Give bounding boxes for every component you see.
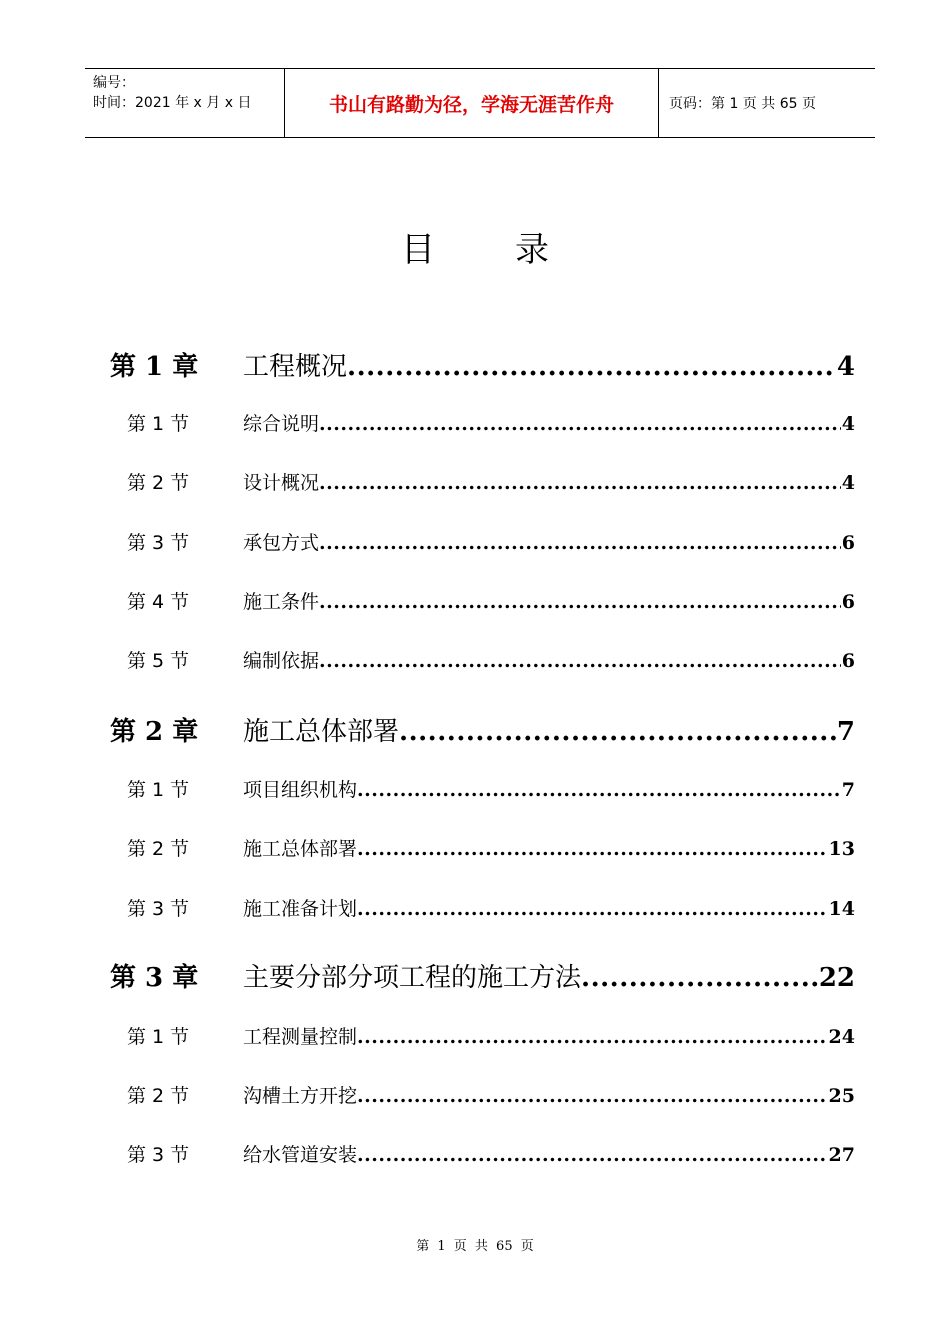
toc-section[interactable] — [0, 1081, 950, 1111]
toc-number: 第 4 节 — [127, 591, 190, 613]
toc-label: 沟槽土方开挖 — [243, 1085, 358, 1107]
page-footer: 第 1 页 共 65 页 — [416, 1239, 534, 1254]
toc-section[interactable] — [0, 834, 950, 864]
toc-number: 第 3 节 — [127, 1144, 190, 1166]
toc-section[interactable] — [0, 646, 950, 676]
toc-label: 工程测量控制 — [243, 1026, 358, 1048]
toc-label: 给水管道安装 — [243, 1144, 358, 1166]
header-page-number: 页码：第 1 页 共 65 页 — [669, 96, 816, 112]
toc-section[interactable] — [0, 1140, 950, 1170]
leader-dots — [357, 779, 841, 801]
document-number: 编号： — [93, 75, 135, 91]
toc-section[interactable] — [0, 775, 950, 805]
toc-page: 4 — [841, 472, 855, 494]
toc-section[interactable] — [0, 894, 950, 924]
toc-label: 主要分部分项工程的施工方法 — [243, 963, 582, 993]
toc-chapter[interactable] — [0, 711, 950, 751]
toc-section[interactable] — [0, 587, 950, 617]
toc-page: 4 — [841, 413, 855, 435]
toc-page: 25 — [828, 1085, 855, 1107]
leader-dots — [581, 963, 818, 993]
toc-page: 7 — [836, 717, 855, 747]
toc-chapter[interactable] — [0, 346, 950, 386]
toc-number: 第 2 章 — [110, 717, 199, 747]
toc-section[interactable] — [0, 468, 950, 498]
toc-section[interactable] — [0, 1022, 950, 1052]
toc-page: 6 — [841, 591, 855, 613]
leader-dots — [347, 352, 836, 382]
toc-page: 13 — [828, 838, 855, 860]
toc-page: 27 — [828, 1144, 855, 1166]
toc-number: 第 3 节 — [127, 532, 190, 554]
leader-dots — [399, 717, 836, 747]
toc-label: 施工总体部署 — [243, 717, 400, 747]
toc-label: 项目组织机构 — [243, 779, 358, 801]
toc-label: 设计概况 — [243, 472, 320, 494]
header-motto: 书山有路勤为径，学海无涯苦作舟 — [285, 69, 659, 137]
toc-label: 施工总体部署 — [243, 838, 358, 860]
toc-chapter[interactable] — [0, 957, 950, 997]
toc-label: 施工条件 — [243, 591, 320, 613]
document-date: 时间：2021 年 x 月 x 日 — [93, 95, 252, 111]
leader-dots — [319, 413, 841, 435]
leader-dots — [319, 472, 841, 494]
toc-number: 第 2 节 — [127, 1085, 190, 1107]
header-meta — [85, 69, 285, 137]
toc-page: 6 — [841, 650, 855, 672]
toc-page: 7 — [841, 779, 855, 801]
toc-number: 第 2 节 — [127, 472, 190, 494]
leader-dots — [357, 1144, 828, 1166]
toc-label: 工程概况 — [243, 352, 348, 382]
toc-label: 编制依据 — [243, 650, 320, 672]
toc-number: 第 3 节 — [127, 898, 190, 920]
leader-dots — [357, 898, 828, 920]
leader-dots — [319, 532, 841, 554]
toc-number: 第 2 节 — [127, 838, 190, 860]
toc-section[interactable] — [0, 528, 950, 558]
toc-number: 第 1 节 — [127, 779, 190, 801]
toc-section[interactable] — [0, 409, 950, 439]
page-title: 目录 — [401, 230, 629, 270]
toc-page: 22 — [818, 963, 855, 993]
leader-dots — [357, 838, 828, 860]
toc-label: 施工准备计划 — [243, 898, 358, 920]
toc-page: 6 — [841, 532, 855, 554]
document-header — [85, 68, 875, 138]
toc-label: 综合说明 — [243, 413, 320, 435]
toc-number: 第 1 节 — [127, 413, 190, 435]
toc-page: 14 — [828, 898, 855, 920]
toc-number: 第 3 章 — [110, 963, 199, 993]
toc-number: 第 1 节 — [127, 1026, 190, 1048]
toc-page: 4 — [836, 352, 855, 382]
toc-label: 承包方式 — [243, 532, 320, 554]
leader-dots — [357, 1026, 828, 1048]
toc-number: 第 1 章 — [110, 352, 199, 382]
leader-dots — [319, 591, 841, 613]
toc-number: 第 5 节 — [127, 650, 190, 672]
leader-dots — [357, 1085, 828, 1107]
toc-page: 24 — [828, 1026, 855, 1048]
leader-dots — [319, 650, 841, 672]
